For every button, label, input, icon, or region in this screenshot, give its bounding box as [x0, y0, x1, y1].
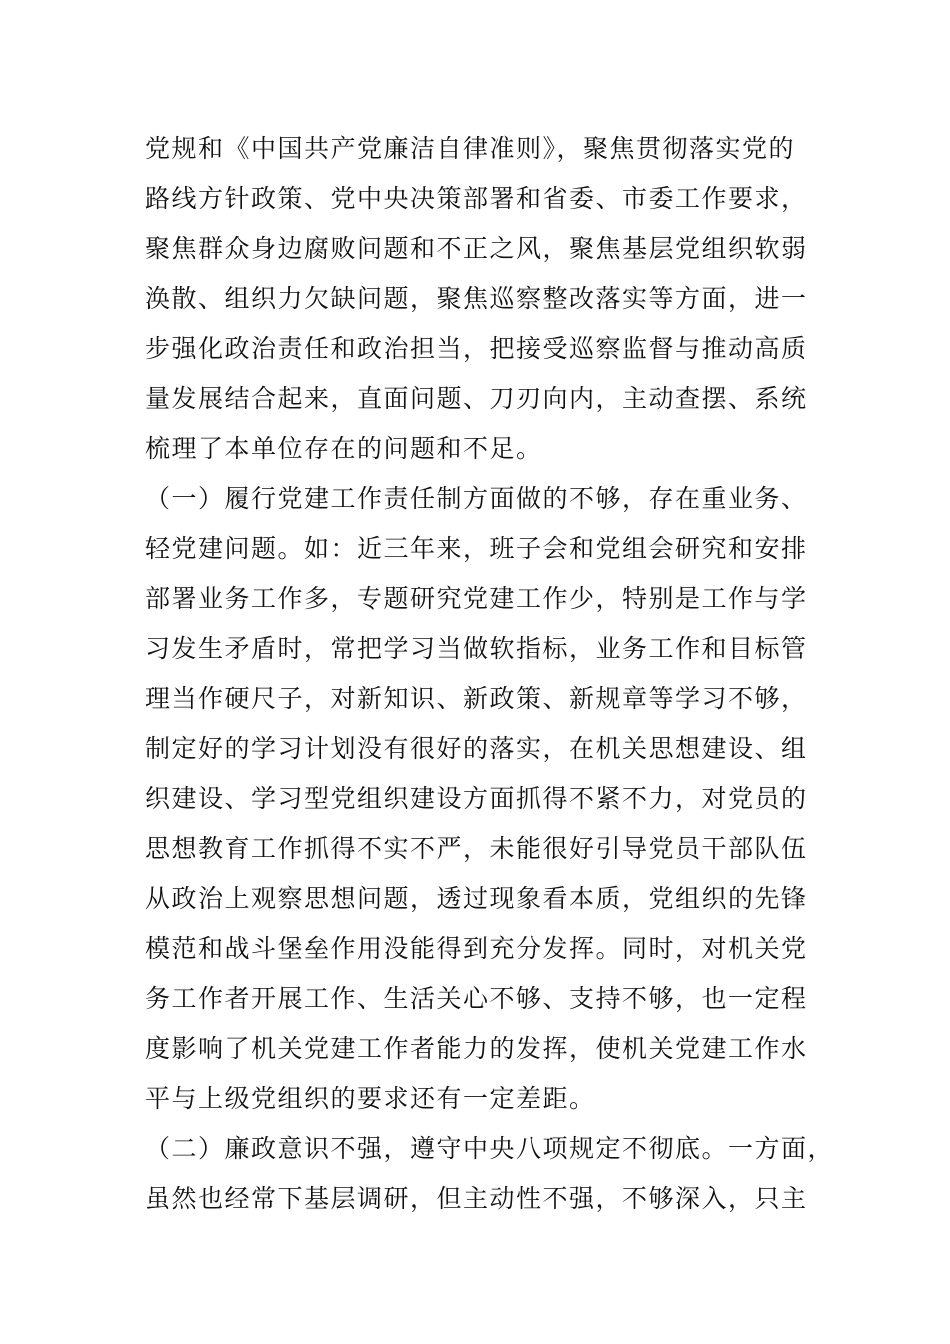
text-line: 步强化政治责任和政治担当，把接受巡察监督与推动高质 — [145, 334, 808, 363]
text-line: 思想教育工作抓得不实不严，未能很好引导党员干部队伍 — [145, 834, 808, 863]
text-line: 梳理了本单位存在的问题和不足。 — [145, 434, 543, 463]
text-line: 党规和《中国共产党廉洁自律准则》，聚焦贯彻落实党的 — [145, 134, 796, 163]
text-line: 度影响了机关党建工作者能力的发挥，使机关党建工作水 — [145, 1034, 808, 1063]
text-line: 制定好的学习计划没有很好的落实，在机关思想建设、组 — [145, 734, 808, 763]
text-line: 平与上级党组织的要求还有一定差距。 — [145, 1084, 596, 1113]
text-line: 务工作者开展工作、生活关心不够、支持不够，也一定程 — [145, 984, 808, 1013]
text-line: 路线方针政策、党中央决策部署和省委、市委工作要求， — [145, 184, 808, 213]
text-line: 量发展结合起来，直面问题、刀刃向内，主动查摆、系统 — [145, 384, 808, 413]
text-line: 理当作硬尺子，对新知识、新政策、新规章等学习不够， — [145, 684, 808, 713]
section-heading-line: （一）履行党建工作责任制方面做的不够，存在重业务、 — [145, 484, 808, 513]
text-line: 聚焦群众身边腐败问题和不正之风，聚焦基层党组织软弱 — [145, 234, 808, 263]
text-line: 涣散、组织力欠缺问题，聚焦巡察整改落实等方面，进一 — [145, 284, 808, 313]
text-line: 习发生矛盾时，常把学习当做软指标，业务工作和目标管 — [145, 634, 808, 663]
text-line: 部署业务工作多，专题研究党建工作少，特别是工作与学 — [145, 584, 808, 613]
section-heading-line: （二）廉政意识不强，遵守中央八项规定不彻底。一方面， — [145, 1134, 835, 1163]
text-line: 织建设、学习型党组织建设方面抓得不紧不力，对党员的 — [145, 784, 808, 813]
text-line: 模范和战斗堡垒作用没能得到充分发挥。同时，对机关党 — [145, 934, 808, 963]
text-line: 轻党建问题。如：近三年来，班子会和党组会研究和安排 — [145, 534, 808, 563]
body-text — [145, 124, 845, 1224]
text-line: 虽然也经常下基层调研，但主动性不强，不够深入，只主 — [145, 1184, 808, 1213]
text-line: 从政治上观察思想问题，透过现象看本质，党组织的先锋 — [145, 884, 808, 913]
